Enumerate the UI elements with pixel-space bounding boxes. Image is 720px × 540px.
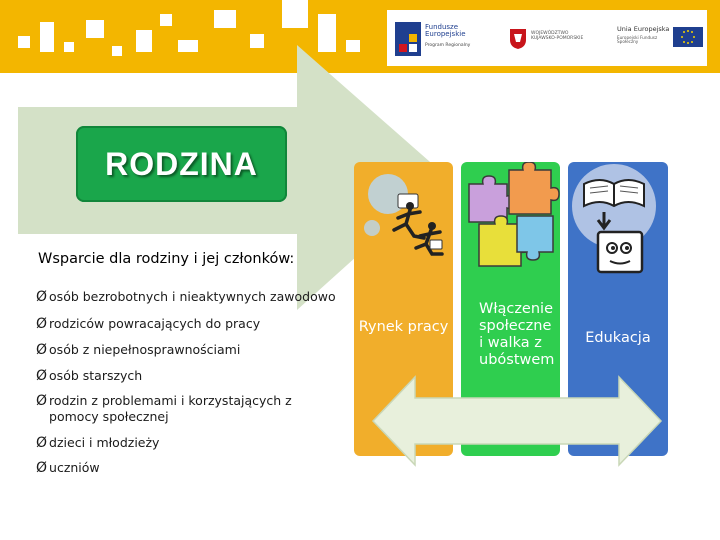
eu-logo-subtext: Europejski Fundusz Społeczny	[617, 35, 658, 45]
bullet-arrow-icon: Ø	[36, 460, 48, 476]
bullet-arrow-icon: Ø	[36, 342, 48, 358]
list-item: Ø rodzin z problemami i korzystających z pomocy społecznej	[36, 393, 311, 435]
column-label: Edukacja	[585, 330, 651, 346]
fe-logo-subtext: Program Regionalny	[425, 43, 471, 48]
support-list	[36, 289, 366, 485]
column-label-text: Włączenie społeczne i walka z ubóstwem	[479, 301, 555, 368]
list-item: Ø dzieci i młodzieży	[36, 435, 366, 460]
list-item: Ø uczniów	[36, 460, 366, 485]
double-arrow	[371, 375, 663, 467]
page-title: RODZINA	[105, 145, 258, 182]
running-men-icon	[354, 166, 453, 276]
eu-logo-text: Unia Europejska	[617, 25, 670, 33]
list-item: Ø osób z niepełnosprawnościami	[36, 342, 366, 368]
heading-box	[76, 126, 287, 202]
list-item: Ø osób starszych	[36, 368, 366, 393]
puzzle-icon	[461, 162, 560, 282]
list-item: Ø rodziców powracających do pracy	[36, 316, 366, 342]
bullet-arrow-icon: Ø	[36, 368, 48, 384]
bullet-arrow-icon: Ø	[36, 435, 48, 451]
fe-logo-text: Fundusze Europejskie	[425, 23, 466, 39]
book-learning-icon	[568, 162, 668, 282]
bullet-arrow-icon: Ø	[36, 289, 48, 305]
support-subtitle: Wsparcie dla rodziny i jej członków:	[38, 251, 295, 267]
column-label	[461, 301, 560, 369]
column-label: Rynek pracy	[358, 319, 449, 335]
bullet-arrow-icon: Ø	[36, 393, 48, 409]
wojewodztwo-logo-text: WOJEWÓDZTWO KUJAWSKO-POMORSKIE	[531, 31, 584, 41]
bullet-arrow-icon: Ø	[36, 316, 48, 332]
list-item: Ø osób bezrobotnych i nieaktywnych zawodowo	[36, 289, 366, 316]
